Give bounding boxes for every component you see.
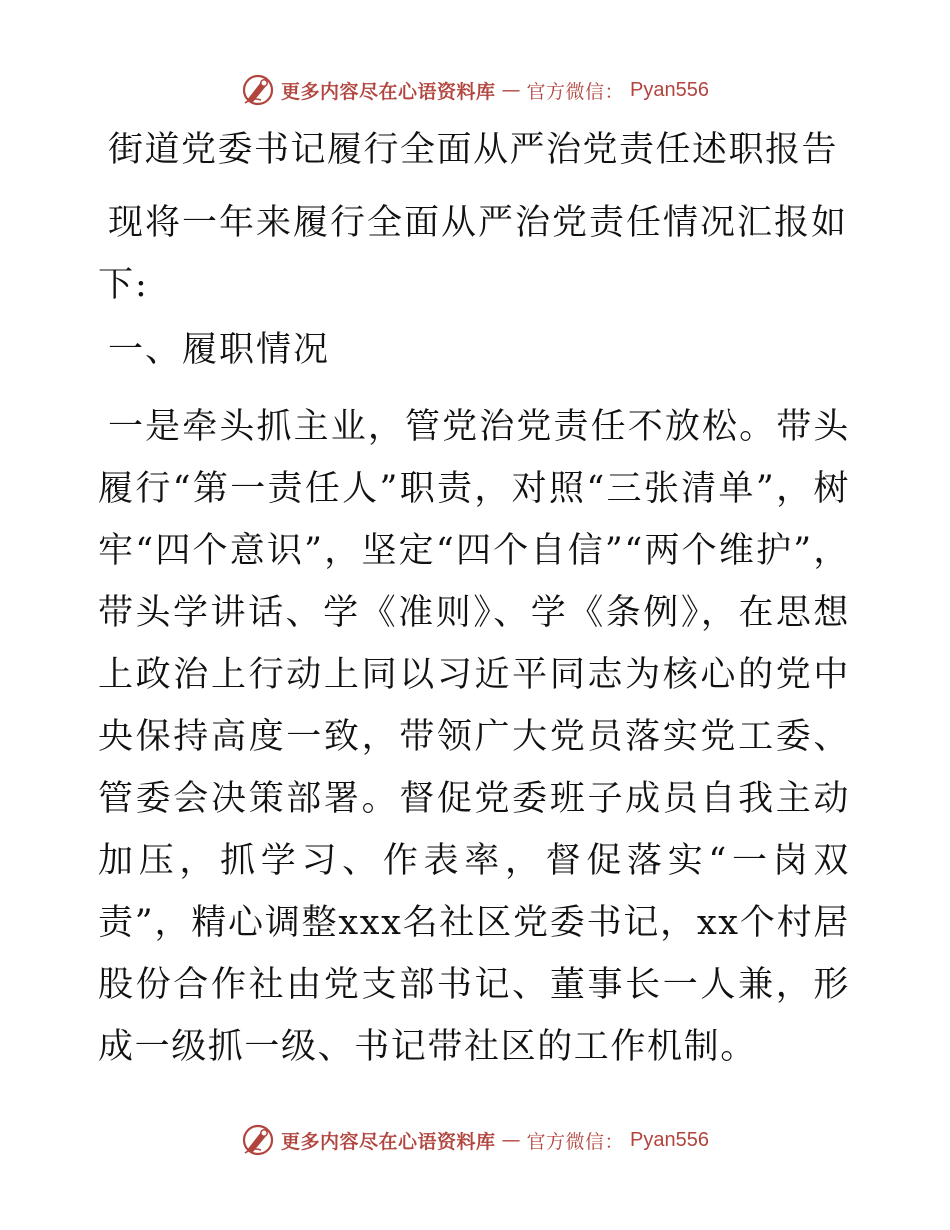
footer-watermark-wechat-id: Pyan556	[630, 1128, 709, 1151]
header-watermark-wechat-label: 官方微信：	[526, 80, 625, 103]
intro-paragraph: 现将一年来履行全面从严治党责任情况汇报如下:	[98, 203, 849, 305]
header-watermark-wechat-id: Pyan556	[630, 78, 709, 101]
pen-nib-logo-icon	[241, 73, 275, 107]
footer-watermark-dash: —	[501, 1129, 521, 1151]
footer-watermark	[0, 1120, 950, 1160]
header-watermark-dash: —	[501, 79, 521, 101]
footer-watermark-title: 更多内容尽在心语资料库	[281, 1130, 496, 1153]
footer-watermark-wechat-label: 官方微信：	[526, 1130, 625, 1153]
header-watermark	[0, 70, 950, 110]
pen-nib-logo-icon	[241, 1123, 275, 1157]
header-watermark-title: 更多内容尽在心语资料库	[281, 80, 496, 103]
body-paragraph: 一是牵头抓主业，管党治党责任不放松。带头履行“第一责任人”职责，对照“三张清单”，树牢“四个意识”，坚定“四个自信”“两个维护”，带头学讲话、学《准则》、学《条例》，在思想上政治上行动上同以习近平同志为核心的党中央保持高度一致，带领广大党员落实党工委、管委会决策部署。督促党委班子成员自我主动加压，抓学习、作表率，督促落实“一岗双责”，精心调整xxx名社区党委书记，xx个村居股份合作社由党支部书记、董事长一人兼，形成一级抓一级、书记带社区的工作机制。	[98, 407, 850, 1067]
document-title: 街道党委书记履行全面从严治党责任述职报告	[108, 130, 839, 170]
section-heading: 一、履职情况	[108, 330, 331, 370]
